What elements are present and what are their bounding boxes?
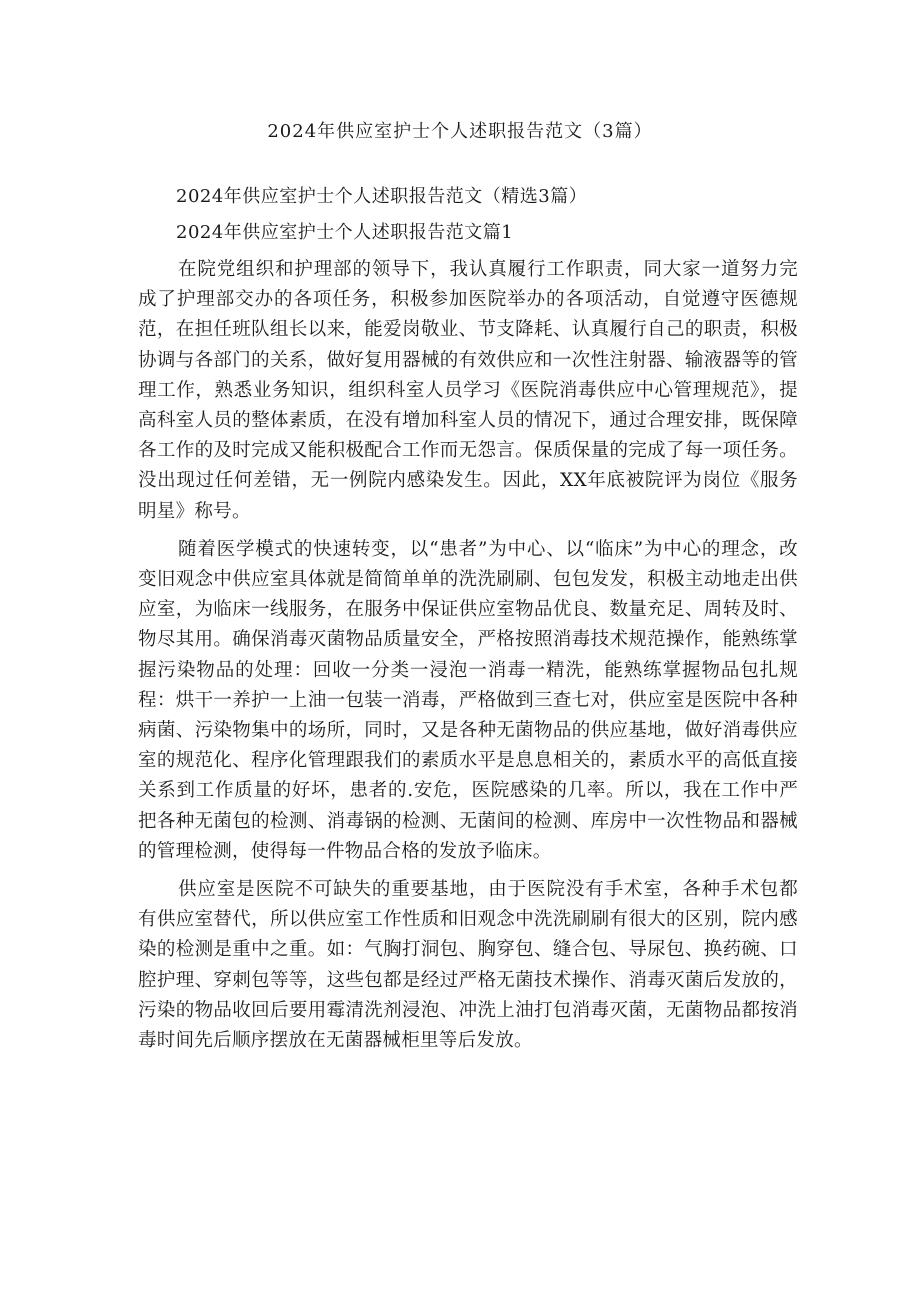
paragraph-3: 供应室是医院不可缺失的重要基地，由于医院没有手术室，各种手术包都有供应室替代，所以供应室工作性质和旧观念中洗洗刷刷有很大的区别，院内感染的检测是重中之重。如：气胸打洞包、胸穿包、缝合包、导尿包、换药碗、口腔护理、穿刺包等等，这些包都是经过严格无菌技术操作、消毒灭菌后发放的，污染的物品收回后要用霉清洗剂浸泡、冲洗上油打包消毒灭菌，无菌物品都按消毒时间先后顺序摆放在无菌器械柜里等后发放。	[138, 879, 798, 1052]
document-title: 2024年供应室护士个人述职报告范文（3篇）	[267, 121, 653, 142]
paragraph-1: 在院党组织和护理部的领导下，我认真履行工作职责，同大家一道努力完成了护理部交办的各项任务，积极参加医院举办的各项活动，自觉遵守医德规范，在担任班队组长以来，能爱岗敬业、节支降耗、认真履行自己的职责，积极协调与各部门的关系，做好复用器械的有效供应和一次性注射器、输液器等的管理工作，熟悉业务知识，组织科室人员学习《医院消毒供应中心管理规范》，提高科室人员的整体素质，在没有增加科室人员的情况下，通过合理安排，既保障各工作的及时完成又能积极配合工作而无怨言。保质保量的完成了每一项任务。没出现过任何差错，无一例院内感染发生。因此，XX年底被院评为岗位《服务明星》称号。	[138, 259, 798, 522]
document-subtitle: 2024年供应室护士个人述职报告范文（精选3篇）	[176, 186, 588, 207]
body-text	[138, 255, 798, 1056]
paragraph-2: 随着医学模式的快速转变，以“患者”为中心、以“临床”为中心的理念，改变旧观念中供应室具体就是简简单单的洗洗刷刷、包包发发，积极主动地走出供应室，为临床一线服务，在服务中保证供应室物品优良、数量充足、周转及时、物尽其用。确保消毒灭菌物品质量安全，严格按照消毒技术规范操作，能熟练掌握污染物品的处理：回收一分类一浸泡一消毒一精洗，能熟练掌握物品包扎规程：烘干一养护一上油一包装一消毒，严格做到三查七对，供应室是医院中各种病菌、污染物集中的场所，同时，又是各种无菌物品的供应基地，做好消毒供应室的规范化、程序化管理跟我们的素质水平是息息相关的，素质水平的高低直接关系到工作质量的好坏，患者的.安危，医院感染的几率。所以，我在工作中严把各种无菌包的检测、消毒锅的检测、无菌间的检测、库房中一次性物品和器械的管理检测，使得每一件物品合格的发放予临床。	[138, 538, 798, 862]
section-heading: 2024年供应室护士个人述职报告范文篇1	[176, 222, 514, 243]
